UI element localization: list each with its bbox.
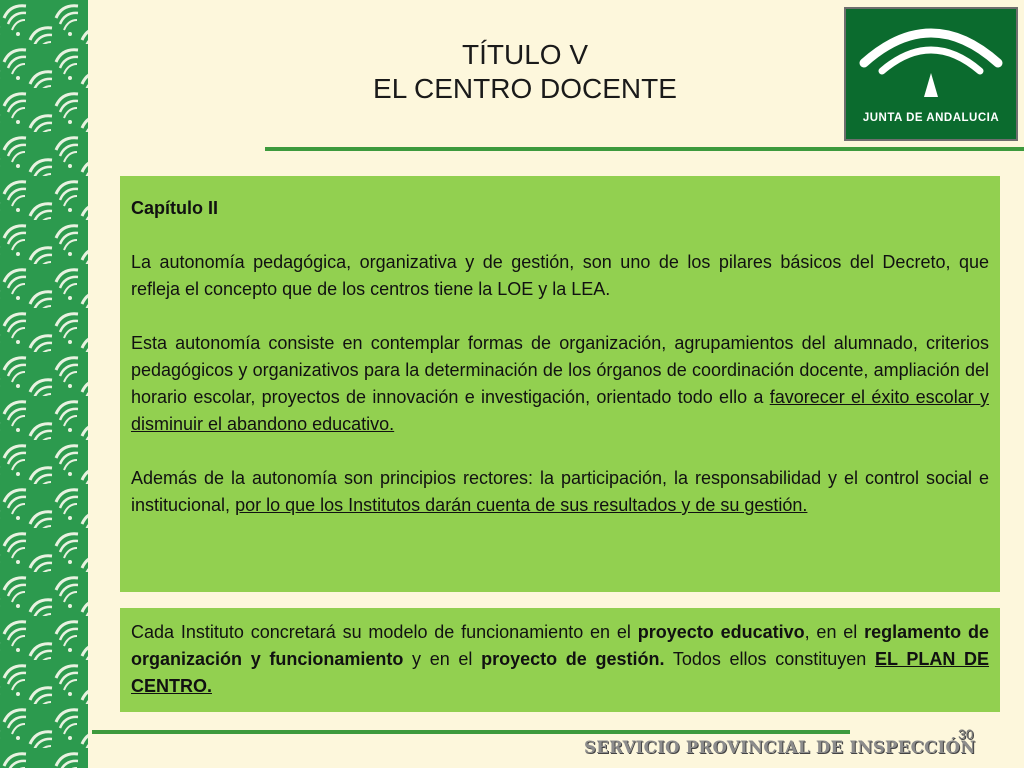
plan-paragraph [131,619,989,700]
chapter-heading: Capítulo II [131,198,218,218]
slide-title [265,38,785,106]
plan-text-2: , en el [804,622,865,642]
paragraph-3-text: Además de la autonomía son principios rectores: la participación, la responsabilidad y el control social e institucional, [131,468,989,515]
left-pattern-strip [0,0,88,768]
paragraph-2-text: Esta autonomía consiste en contemplar formas de organización, agrupamientos del alumnado, criterios pedagógicos y organizativos para la determinación de los órganos de coordinación docente, ampliación del horario escolar, proyectos de innovación e investigación, orientado todo ello a [131,333,989,407]
page-number: 30 [958,726,974,742]
title-line-1: TÍTULO V [461,39,588,70]
junta-andalucia-logo-icon [844,7,1018,141]
paragraph-3-underlined: por lo que los Institutos darán cuenta de sus resultados y de su gestión. [235,495,808,515]
paragraph-2-underlined: favorecer el éxito escolar y disminuir el abandono educativo. [131,387,989,434]
paragraph-2 [131,330,989,438]
plan-bold-2: reglamento de organización y funcionamiento [131,622,989,669]
paragraph-1: La autonomía pedagógica, organizativa y de gestión, son uno de los pilares básicos del Decreto, que refleja el concepto que de los centros tiene la LOE y la LEA. [131,252,989,299]
title-line-2: EL CENTRO DOCENTE [373,73,677,104]
logo-text: JUNTA DE ANDALUCIA [862,112,1000,124]
bottom-divider [92,730,850,734]
plan-text-1: Cada Instituto concretará su modelo de funcionamiento en el [131,622,638,642]
plan-bold-3: proyecto de gestión. [481,649,665,669]
plan-box [120,608,1000,712]
plan-bold-4: EL PLAN DE CENTRO. [131,649,989,696]
top-divider [265,147,1024,151]
plan-text-4: Todos ellos constituyen [664,649,875,669]
footer-text: SERVICIO PROVINCIAL DE INSPECCIÓN [584,738,976,757]
paragraph-3 [131,465,989,519]
chapter-box [120,176,1000,592]
plan-text-3: y en el [403,649,482,669]
arc-pattern-icon [0,0,88,768]
plan-bold-1: proyecto educativo [637,622,805,642]
